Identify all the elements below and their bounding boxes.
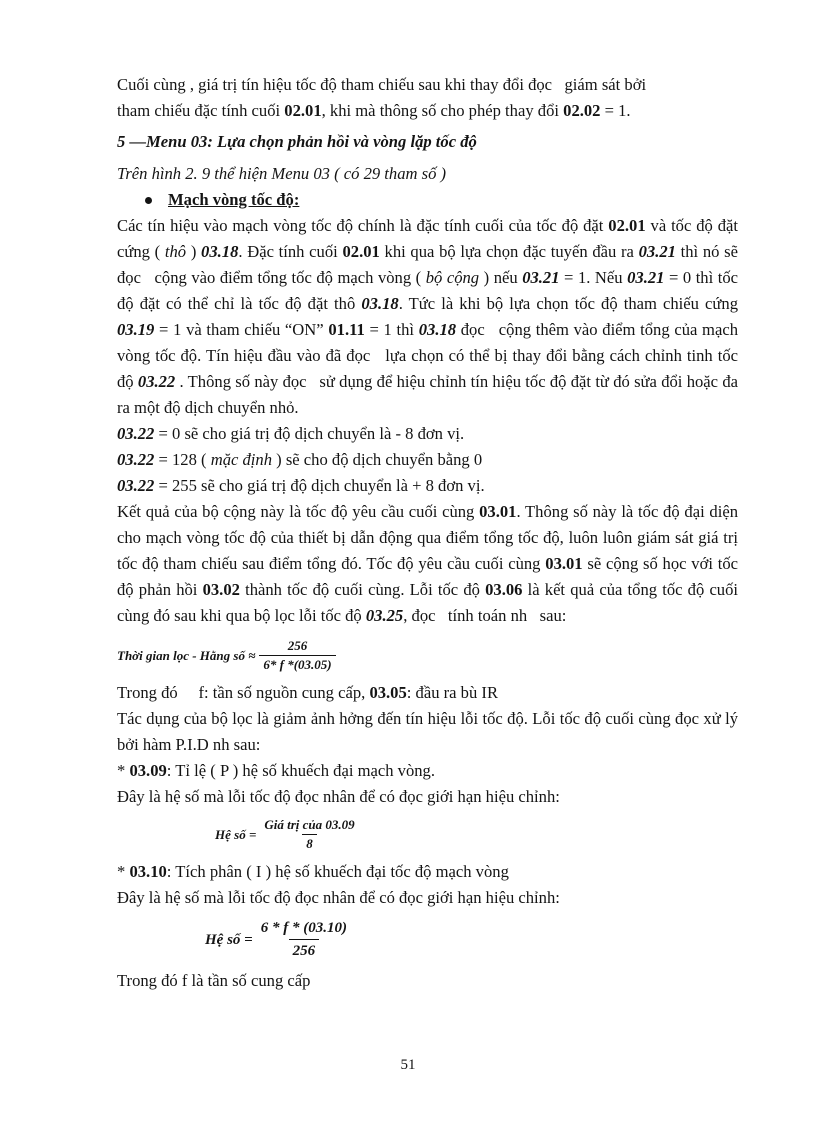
para-text: Trong đó f: tần số nguồn cung cấp,	[117, 683, 370, 702]
para-text: = 0 sẽ cho giá trị độ dịch chuyển là - 8 đơn vị.	[154, 424, 465, 443]
param-ref: 03.22	[117, 450, 155, 469]
frequency-note: Trong đó f là tần số cung cấp	[117, 971, 311, 990]
param-ref: 03.09	[129, 761, 167, 780]
figure-caption: Trên hình 2. 9 thể hiện Menu 03 ( có 29 tham số )	[117, 164, 447, 183]
formula-lhs: Hệ số =	[215, 826, 257, 842]
param-ref: 03.05	[369, 683, 407, 702]
where-line	[117, 680, 738, 706]
intro-text: tham chiếu đặc tính cuối	[117, 101, 285, 120]
para-text: ) sẽ cho độ dịch chuyển bằng 0	[272, 450, 483, 469]
param-ref: 03.18	[201, 242, 239, 261]
formula-fraction	[260, 816, 358, 853]
intro-text: = 1.	[600, 101, 631, 120]
para-text: đọc cộng thêm vào điểm tổng của mạch vòng tốc độ. Tín hiệu đầu vào đã đọc lựa chọn có thể bị thay đổi bằng cách chỉnh tinh tốc độ	[117, 320, 743, 391]
italic-term: thô	[164, 242, 187, 261]
para-text: là kết quả của tổng tốc độ cuối cùng đó sau khi qua bộ lọc lỗi tốc độ	[117, 580, 743, 625]
param-ref: 02.01	[608, 216, 646, 235]
formula-denominator: 256	[289, 939, 320, 962]
filter-effect-paragraph: Tác dụng của bộ lọc là giảm ảnh hởng đến tín hiệu lỗi tốc độ. Lỗi tốc độ cuối cùng đọc xử lý bởi hàm P.I.D nh sau:	[117, 709, 738, 754]
setting-line-3	[117, 473, 738, 499]
formula-fraction	[257, 917, 351, 962]
para-text: khi qua bộ lựa chọn đặc tuyến đầu ra	[379, 242, 639, 261]
param-ref: 03.18	[361, 294, 399, 313]
bullet-item	[145, 187, 738, 213]
param-ref: 03.21	[638, 242, 676, 261]
param-ref: 01.11	[328, 320, 365, 339]
para-text: = 0 thì tốc độ đặt có thể chỉ là tốc độ đặt thô	[117, 268, 743, 313]
formula-lhs: Thời gian lọc - Hằng số ≈	[117, 647, 256, 663]
bullet-label: Mạch vòng tốc độ:	[168, 190, 300, 209]
param-ref: 02.01	[342, 242, 380, 261]
param-ref: 03.10	[129, 862, 167, 881]
para-text: = 128 (	[154, 450, 211, 469]
formula-numerator: 256	[287, 638, 308, 653]
para-text: : Tỉ lệ ( P ) hệ số khuếch đại mạch vòng.	[166, 761, 436, 780]
para-text: )	[186, 242, 202, 261]
para-text: , đọc tính toán nh sau:	[403, 606, 567, 625]
bullet-icon	[145, 197, 152, 204]
setting-line-1	[117, 421, 738, 447]
param-ref: 03.22	[117, 424, 155, 443]
para-text: thành tốc độ cuối cùng. Lỗi tốc độ	[239, 580, 486, 599]
filter-time-formula	[117, 637, 738, 674]
italic-term: bộ cộng	[425, 268, 480, 287]
param-ref: 03.02	[202, 580, 240, 599]
intro-text: , khi mà thông số cho phép thay đổi	[321, 101, 564, 120]
para-text: thì nó sẽ đọc cộng vào điểm tổng tốc độ mạch vòng (	[117, 242, 743, 287]
section-heading: 5 —Menu 03: Lựa chọn phản hồi và vòng lặp tốc độ	[117, 132, 477, 151]
para-text: và tốc độ đặt cứng (	[117, 216, 743, 261]
para-text: Các tín hiệu vào mạch vòng tốc độ chính là đặc tính cuối của tốc độ đặt	[117, 216, 609, 235]
p-gain-desc: Đây là hệ số mà lỗi tốc độ đọc nhân để có đọc giới hạn hiệu chỉnh:	[117, 787, 560, 806]
p-gain-formula	[215, 816, 738, 853]
para-text: = 1 và tham chiếu “ON”	[154, 320, 329, 339]
setting-line-2	[117, 447, 738, 473]
i-gain-line	[117, 859, 738, 885]
i-gain-desc: Đây là hệ số mà lỗi tốc độ đọc nhân để có đọc giới hạn hiệu chỉnh:	[117, 888, 560, 907]
para-text: . Tức là khi bộ lựa chọn tốc độ tham chiếu cứng	[398, 294, 743, 313]
intro-line-1: Cuối cùng , giá trị tín hiệu tốc độ tham chiếu sau khi thay đổi đọc giám sát bởi	[117, 75, 647, 94]
para-text: *	[117, 862, 130, 881]
param-ref: 03.21	[627, 268, 665, 287]
param-ref: 03.18	[418, 320, 457, 339]
para-text: : đầu ra bù IR	[406, 683, 499, 702]
formula-denominator: 6* f *(03.05)	[259, 655, 335, 674]
para-text: . Thông số này là tốc độ đại diện cho mạch vòng tốc độ của thiết bị dẫn động qua điểm tổng tốc độ, luôn luôn giám sát giá trị tốc độ tham chiếu sau điểm tổng đó. Tốc độ yêu cầu cuối cùng	[117, 502, 743, 573]
param-ref: 03.06	[485, 580, 523, 599]
param-ref: 03.19	[117, 320, 155, 339]
p-gain-line	[117, 758, 738, 784]
para-text: = 1. Nếu	[559, 268, 628, 287]
param-ref: 03.22	[137, 372, 176, 391]
para-text: ) nếu	[479, 268, 523, 287]
param-ref: 02.01	[284, 101, 322, 120]
speed-loop-paragraph	[117, 213, 751, 421]
document-page	[117, 72, 751, 994]
param-ref: 03.21	[522, 268, 560, 287]
formula-denominator: 8	[302, 834, 317, 853]
formula-lhs: Hệ số =	[205, 931, 253, 948]
result-paragraph	[117, 499, 743, 629]
param-ref: 03.01	[545, 554, 583, 573]
i-gain-formula	[205, 917, 738, 962]
formula-fraction	[259, 637, 335, 674]
para-text: *	[117, 761, 130, 780]
para-text: : Tích phân ( I ) hệ số khuếch đại tốc độ mạch vòng	[166, 862, 509, 881]
italic-term: mặc định	[210, 450, 273, 469]
para-text: . Thông số này đọc sử dụng để hiệu chỉnh tín hiệu tốc độ đặt từ đó sửa đổi hoặc đa ra một độ dịch chuyển nhỏ.	[117, 372, 751, 417]
param-ref: 02.02	[563, 101, 601, 120]
intro-paragraph	[117, 72, 738, 124]
param-ref: 03.25	[365, 606, 404, 625]
formula-numerator: Giá trị của 03.09	[264, 817, 355, 832]
para-text: . Đặc tính cuối	[238, 242, 343, 261]
para-text: Kết quả của bộ cộng này là tốc độ yêu cầu cuối cùng	[117, 502, 480, 521]
page-number: 51	[400, 1057, 416, 1073]
param-ref: 03.01	[479, 502, 517, 521]
formula-numerator: 6 * f * (03.10)	[260, 920, 347, 936]
param-ref: 03.22	[117, 476, 155, 495]
para-text: = 1 thì	[364, 320, 419, 339]
para-text: = 255 sẽ cho giá trị độ dịch chuyển là + 8 đơn vị.	[154, 476, 485, 495]
para-text: sẽ cộng số học với tốc độ phản hồi	[117, 554, 743, 599]
